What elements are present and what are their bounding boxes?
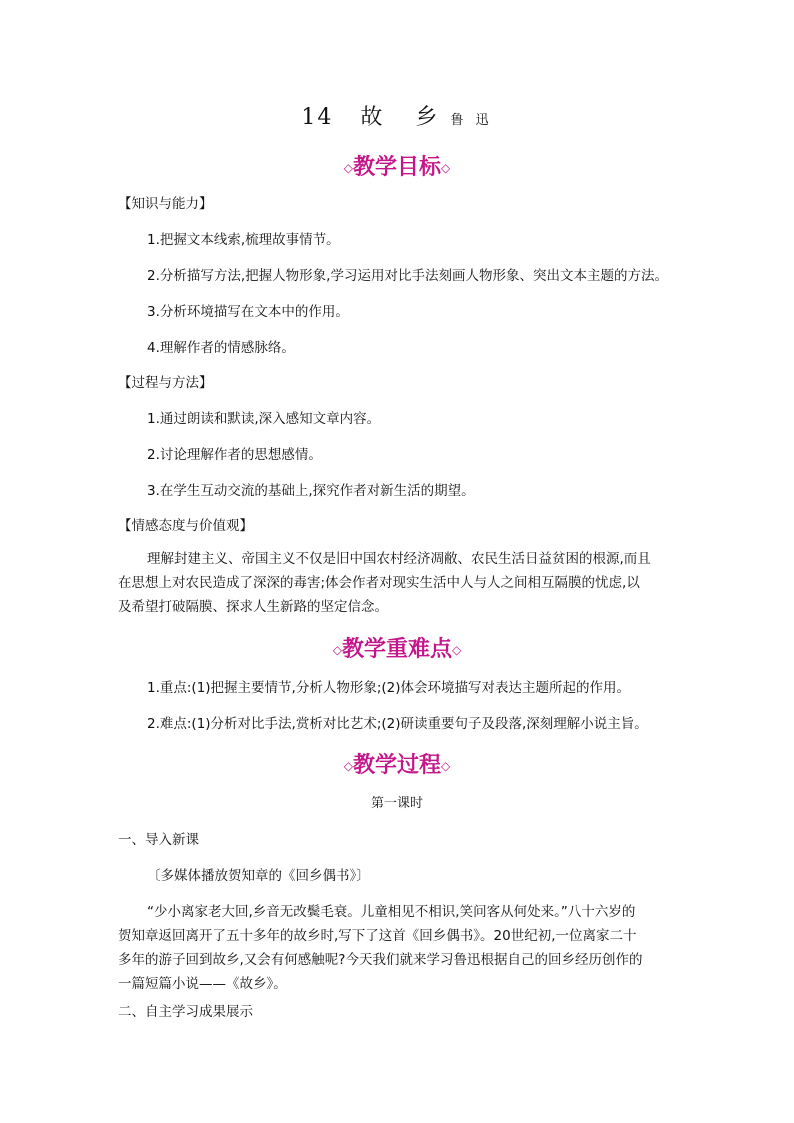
knowledge-item: 1.把握文本线索,梳理故事情节。	[147, 232, 340, 248]
knowledge-item: 3.分析环境描写在文本中的作用。	[147, 304, 349, 320]
knowledge-label: 【知识与能力】	[118, 196, 213, 212]
heading-text: 教学重难点	[341, 637, 452, 662]
process-label: 【过程与方法】	[118, 375, 213, 391]
knowledge-item: 4.理解作者的情感脉络。	[147, 340, 295, 356]
part1-label: 一、导入新课	[118, 832, 199, 848]
process-item: 2.讨论理解作者的思想感情。	[147, 447, 322, 463]
knowledge-item: 2.分析描写方法,把握人物形象,学习运用对比手法刻画人物形象、突出文本主题的方法。	[147, 268, 668, 284]
diamond-icon: ◇	[441, 759, 451, 773]
diamond-icon: ◇	[441, 161, 451, 175]
heading-teaching-process	[0, 748, 794, 779]
attitude-paragraph	[118, 547, 684, 619]
process-item: 1.通过朗读和默读,深入感知文章内容。	[147, 411, 381, 427]
process-item: 3.在学生互动交流的基础上,探究作者对新生活的期望。	[147, 483, 475, 499]
diamond-icon: ◇	[343, 759, 353, 773]
heading-key-difficulties	[0, 632, 794, 663]
paragraph-line: 理解封建主义、帝国主义不仅是旧中国农村经济凋敝、农民生活日益贫困的根源,而且	[147, 551, 651, 567]
paragraph-line: 多年的游子回到故乡,又会有何感触呢?今天我们就来学习鲁迅根据自己的回乡经历创作的	[118, 952, 643, 968]
attitude-label: 【情感态度与价值观】	[118, 518, 253, 534]
paragraph-line: “少小离家老大回,乡音无改鬓毛衰。儿童相见不相识,笑问客从何处来。”八十六岁的	[147, 904, 636, 920]
paragraph-line: 一篇短篇小说——《故乡》。	[118, 976, 287, 992]
author-name: 鲁 迅	[450, 113, 493, 128]
heading-text: 教学过程	[352, 753, 441, 778]
paragraph-line: 在思想上对农民造成了深深的毒害;体会作者对现实生活中人与人之间相互隔膜的忧虑,以	[118, 575, 640, 591]
part2-label: 二、自主学习成果展示	[118, 1004, 253, 1020]
lesson-number: 14	[301, 105, 334, 130]
title-char-2: 乡	[415, 105, 440, 130]
heading-text: 教学目标	[352, 155, 441, 180]
diamond-icon: ◇	[452, 643, 462, 657]
intro-paragraph	[118, 900, 684, 996]
difficulty-item: 1.重点:(1)把握主要情节,分析人物形象;(2)体会环境描写对表达主题所起的作用。	[147, 680, 631, 696]
period-label: 第一课时	[370, 796, 423, 811]
heading-teaching-goals	[0, 150, 794, 181]
paragraph-line: 及希望打破隔膜、探求人生新路的坚定信念。	[118, 599, 388, 615]
diamond-icon: ◇	[332, 643, 342, 657]
paragraph-line: 贺知章返回离开了五十多年的故乡时,写下了这首《回乡偶书》。20世纪初,一位离家二十	[118, 928, 637, 944]
diamond-icon: ◇	[343, 161, 353, 175]
title-char-1: 故	[360, 105, 385, 130]
difficulty-item: 2.难点:(1)分析对比手法,赏析对比艺术;(2)研读重要句子及段落,深刻理解小说主旨。	[147, 716, 648, 732]
media-note: 〔多媒体播放贺知章的《回乡偶书》〕	[147, 868, 370, 884]
lesson-title	[0, 100, 794, 131]
